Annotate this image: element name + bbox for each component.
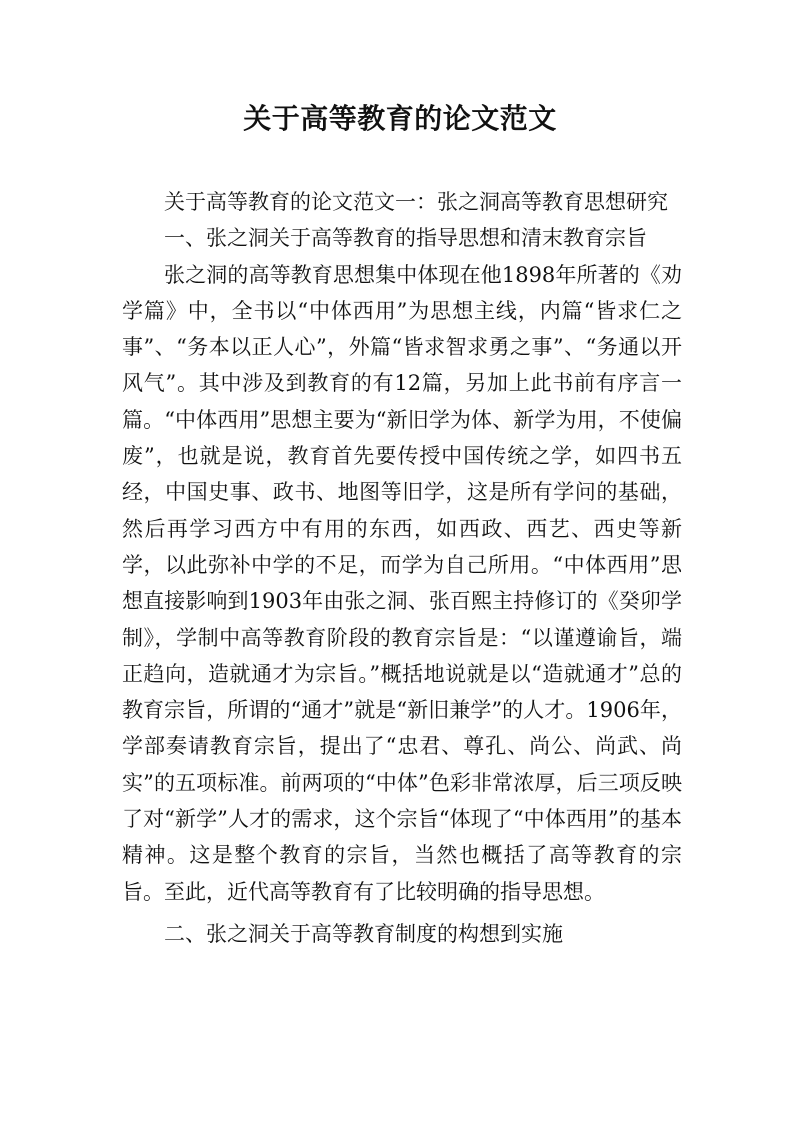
document-title: 关于高等教育的论文范文	[243, 102, 557, 135]
section-heading-2: 二、张之洞关于高等教育制度的构想到实施	[164, 921, 563, 946]
section-heading-1: 一、张之洞关于高等教育的指导思想和清末教育宗旨	[164, 226, 647, 251]
body-paragraph: 张之洞的高等教育思想集中体现在他1898年所著的《劝学篇》中，全书以“中体西用”为思想主线，内篇“皆求仁之事”、“务本以正人心”，外篇“皆求智求勇之事”、“务通以开风气”。其中涉及到教育的有12篇，另加上此书前有序言一篇。“中体西用”思想主要为“新旧学为体、新学为用，不使偏废”，也就是说，教育首先要传授中国传统之学，如四书五经，中国史事、政书、地图等旧学，这是所有学问的基础，然后再学习西方中有用的东西，如西政、西艺、西史等新学，以此弥补中学的不足，而学为自己所用。“中体西用”思想直接影响到1903年由张之洞、张百熙主持修订的《癸卯学制》，学制中高等教育阶段的教育宗旨是：“以谨遵谕旨，端正趋向，造就通才为宗旨。”概括地说就是以“造就通才”总的教育宗旨，所谓的“通才”就是“新旧兼学”的人才。1906年，学部奏请教育宗旨，提出了“忠君、尊孔、尚公、尚武、尚实”的五项标准。前两项的“中体”色彩非常浓厚，后三项反映了对“新学”人才的需求，这个宗旨“体现了“中体西用”的基本精神。这是整个教育的宗旨，当然也概括了高等教育的宗旨。至此，近代高等教育有了比较明确的指导思想。	[122, 262, 682, 904]
paragraph-subtitle: 关于高等教育的论文范文一：张之洞高等教育思想研究	[164, 190, 668, 214]
document-body	[122, 184, 682, 952]
